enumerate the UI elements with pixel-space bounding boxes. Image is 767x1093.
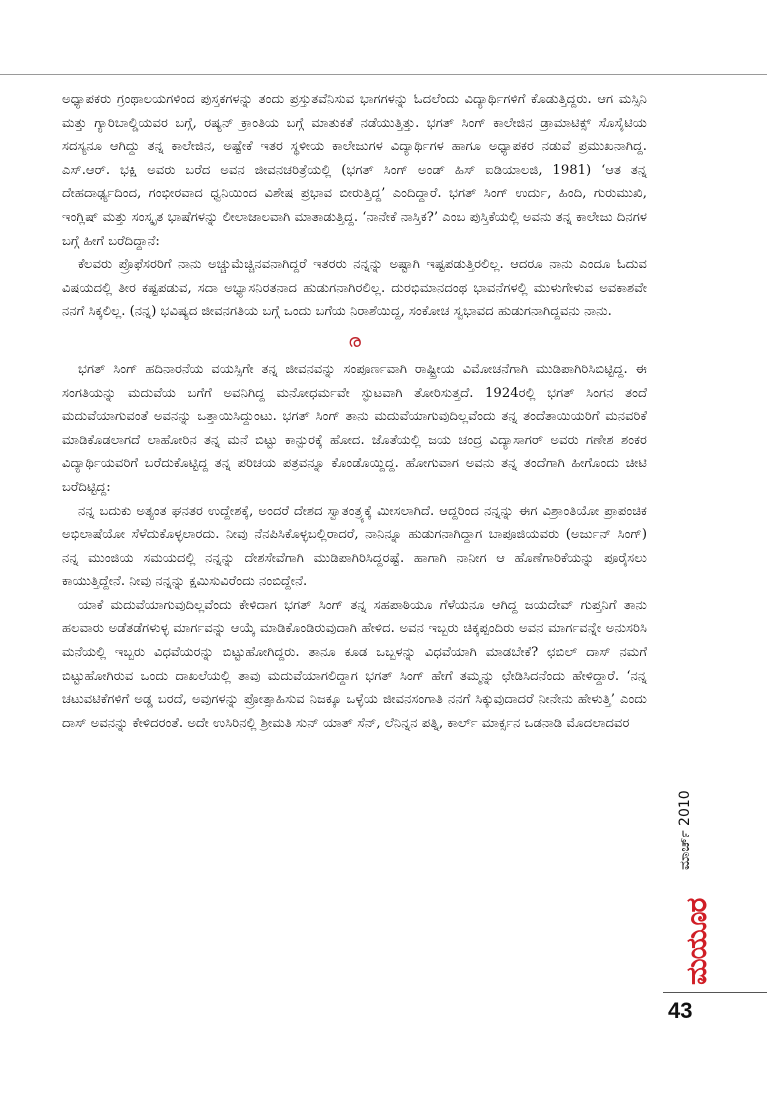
sidebar-masthead (662, 760, 722, 990)
paragraph-2-quote: ಕೆಲವರು ಪ್ರೊಫೆಸರರಿಗೆ ನಾನು ಅಚ್ಚುಮೆಚ್ಚಿನವನಾಗಿದ್ದರೆ ಇತರರು ನನ್ನನ್ನು ಅಷ್ಟಾಗಿ ಇಷ್ಟಪಡುತ್ತಿರಲಿಲ್ಲ. ಆದರೂ ನಾನು ಎಂದೂ ಓದುವ ವಿಷಯದಲ್ಲಿ ತೀರ ಕಷ್ಟಪಡುವ, ಸದಾ ಅಭ್ಯಾಸನಿರತನಾದ ಹುಡುಗನಾಗಿರಲಿಲ್ಲ. ದುರಭಿಮಾನದಂಥ ಭಾವನೆಗಳಲ್ಲಿ ಮುಳುಗೇಳುವ ಅವಕಾಶವೇ ನನಗೆ ಸಿಕ್ಕಲಿಲ್ಲ. (ನನ್ನ) ಭವಿಷ್ಯದ ಜೀವನಗತಿಯ ಬಗ್ಗೆ ಒಂದು ಬಗೆಯ ನಿರಾಶೆಯಿದ್ದ, ಸಂಕೋಚ ಸ್ವಭಾವದ ಹುಡುಗನಾಗಿದ್ದವನು ನಾನು. (62, 257, 647, 320)
footer-rule (663, 992, 767, 993)
paragraph-3: ಭಗತ್ ಸಿಂಗ್ ಹದಿನಾರನೆಯ ವಯಸ್ಸಿಗೇ ತನ್ನ ಜೀವನವನ್ನು ಸಂಪೂರ್ಣವಾಗಿ ರಾಷ್ಟ್ರೀಯ ವಿಮೋಚನೆಗಾಗಿ ಮುಡಿಪಾಗಿರಿಸಿಬಿಟ್ಟಿದ್ದ. ಈ ಸಂಗತಿಯನ್ನು ಮದುವೆಯ ಬಗೆಗೆ ಅವನಿಗಿದ್ದ ಮನೋಧರ್ಮವೇ ಸ್ಫುಟವಾಗಿ ತೋರಿಸುತ್ತದೆ. 1924ರಲ್ಲಿ ಭಗತ್ ಸಿಂಗನ ತಂದೆ ಮದುವೆಯಾಗುವಂತೆ ಅವನನ್ನು ಒತ್ತಾಯಿಸಿದ್ದುಂಟು. ಭಗತ್ ಸಿಂಗ್ ತಾನು ಮದುವೆಯಾಗುವುದಿಲ್ಲವೆಂದು ತನ್ನ ತಂದೆತಾಯಿಯರಿಗೆ ಮನವರಿಕೆ ಮಾಡಿಕೊಡಲಾಗದೆ ಲಾಹೋರಿನ ತನ್ನ ಮನೆ ಬಿಟ್ಟು ಕಾನ್ಪುರಕ್ಕೆ ಹೋದ. ಜೊತೆಯಲ್ಲಿ ಜಯ ಚಂದ್ರ ವಿದ್ಯಾಸಾಗರ್ ಅವರು ಗಣೇಶ ಶಂಕರ ವಿದ್ಯಾರ್ಥಿಯವರಿಗೆ ಬರೆದುಕೊಟ್ಟಿದ್ದ ತನ್ನ ಪರಿಚಯ ಪತ್ರವನ್ನೂ ಕೊಂಡೊಯ್ದಿದ್ದ. ಹೋಗುವಾಗ ಅವನು ತನ್ನ ತಂದೆಗಾಗಿ ಹೀಗೊಂದು ಚೀಟಿ ಬರೆದಿಟ್ಟಿದ್ದ: (62, 361, 647, 495)
section-ornament: ര (348, 330, 361, 352)
magazine-logo: ಮಯೂರ (680, 898, 713, 985)
paragraph-4-letter: ನನ್ನ ಬದುಕು ಅತ್ಯಂತ ಘನತರ ಉದ್ದೇಶಕ್ಕೆ, ಅಂದರೆ ದೇಶದ ಸ್ವಾತಂತ್ರ್ಯಕ್ಕೆ ಮೀಸಲಾಗಿದೆ. ಆದ್ದರಿಂದ ನನ್ನನ್ನು ಈಗ ವಿಶ್ರಾಂತಿಯೋ ಪ್ರಾಪಂಚಿಕ ಅಭಿಲಾಷೆಯೋ ಸೆಳೆದುಕೊಳ್ಳಲಾರದು. ನೀವು ನೆನಪಿಸಿಕೊಳ್ಳಬಲ್ಲಿರಾದರೆ, ನಾನಿನ್ನೂ ಹುಡುಗನಾಗಿದ್ದಾಗ ಬಾಪೂಜಿಯವರು (ಅರ್ಜುನ್ ಸಿಂಗ್) ನನ್ನ ಮುಂಜಿಯ ಸಮಯದಲ್ಲಿ ನನ್ನನ್ನು ದೇಶಸೇವೆಗಾಗಿ ಮುಡಿಪಾಗಿರಿಸಿದ್ದರಷ್ಟೆ. ಹಾಗಾಗಿ ನಾನೀಗ ಆ ಹೊಣೆಗಾರಿಕೆಯನ್ನು ಪೂರೈಸಲು ಕಾಯುತ್ತಿದ್ದೇನೆ. ನೀವು ನನ್ನನ್ನು ಕ್ಷಮಿಸುವಿರೆಂದು ನಂಬಿದ್ದೇನೆ. (62, 503, 647, 590)
paragraph-1: ಅಧ್ಯಾಪಕರು ಗ್ರಂಥಾಲಯಗಳಿಂದ ಪುಸ್ತಕಗಳನ್ನು ತಂದು ಪ್ರಸ್ತುತವೆನಿಸುವ ಭಾಗಗಳನ್ನು ಓದಲೆಂದು ವಿದ್ಯಾರ್ಥಿಗಳಿಗೆ ಕೊಡುತ್ತಿದ್ದರು. ಆಗ ಮಸ್ಸಿನಿ ಮತ್ತು ಗ್ಯಾರಿಬಾಲ್ಡಿಯವರ ಬಗ್ಗೆ, ರಷ್ಯನ್ ಕ್ರಾಂತಿಯ ಬಗ್ಗೆ ಮಾತುಕತೆ ನಡೆಯುತ್ತಿತ್ತು. ಭಗತ್ ಸಿಂಗ್ ಕಾಲೇಜಿನ ಡ್ರಾಮಾಟಿಕ್ಸ್ ಸೊಸೈಟಿಯ ಸದಸ್ಯನೂ ಆಗಿದ್ದು ತನ್ನ ಕಾಲೇಜಿನ, ಅಷ್ಟೇಕೆ ಇತರ ಸ್ಥಳೀಯ ಕಾಲೇಜುಗಳ ವಿದ್ಯಾರ್ಥಿಗಳ ಹಾಗೂ ಅಧ್ಯಾಪಕರ ನಡುವೆ ಪ್ರಮುಖನಾಗಿದ್ದ. ಎಸ್.ಆರ್. ಭಕ್ಷಿ ಅವರು ಬರೆದ ಅವನ ಜೀವನಚರಿತ್ರೆಯಲ್ಲಿ (ಭಗತ್ ಸಿಂಗ್ ಅಂಡ್ ಹಿಸ್ ಐಡಿಯಾಲಜಿ, 1981) ‘ಆತ ತನ್ನ ದೇಹದಾರ್ಢ್ಯದಿಂದ, ಗಂಭೀರವಾದ ಧ್ವನಿಯಿಂದ ವಿಶೇಷ ಪ್ರಭಾವ ಬೀರುತ್ತಿದ್ದ’ ಎಂದಿದ್ದಾರೆ. ಭಗತ್ ಸಿಂಗ್ ಉರ್ದು, ಹಿಂದಿ, ಗುರುಮುಖಿ, ಇಂಗ್ಲಿಷ್ ಮತ್ತು ಸಂಸ್ಕೃತ ಭಾಷೆಗಳನ್ನು ಲೀಲಾಜಾಲವಾಗಿ ಮಾತಾಡುತ್ತಿದ್ದ. ‘ನಾನೇಕೆ ನಾಸ್ತಿಕ?’ ಎಂಬ ಪುಸ್ತಿಕೆಯಲ್ಲಿ ಅವನು ತನ್ನ ಕಾಲೇಜು ದಿನಗಳ ಬಗ್ಗೆ ಹೀಗೆ ಬರೆದಿದ್ದಾನೆ: (62, 92, 647, 249)
article-body (62, 88, 647, 735)
header-rule (0, 74, 767, 75)
paragraph-5: ಯಾಕೆ ಮದುವೆಯಾಗುವುದಿಲ್ಲವೆಂದು ಕೇಳಿದಾಗ ಭಗತ್ ಸಿಂಗ್ ತನ್ನ ಸಹಪಾಠಿಯೂ ಗೆಳೆಯನೂ ಆಗಿದ್ದ ಜಯದೇವ್ ಗುಪ್ತನಿಗೆ ತಾನು ಹಲವಾರು ಅಡೆತಡೆಗಳುಳ್ಳ ಮಾರ್ಗವನ್ನು ಆಯ್ಕೆ ಮಾಡಿಕೊಂಡಿರುವುದಾಗಿ ಹೇಳಿದ. ಅವನ ಇಬ್ಬರು ಚಿಕ್ಕಪ್ಪಂದಿರು ಅವನ ಮಾರ್ಗವನ್ನೇ ಅನುಸರಿಸಿ ಮನೆಯಲ್ಲಿ ಇಬ್ಬರು ವಿಧವೆಯರನ್ನು ಬಿಟ್ಟುಹೋಗಿದ್ದರು. ತಾನೂ ಕೂಡ ಒಬ್ಬಳನ್ನು ವಿಧವೆಯಾಗಿ ಮಾಡಬೇಕೆ? ಛಬಿಲ್ ದಾಸ್ ನಮಗೆ ಬಿಟ್ಟುಹೋಗಿರುವ ಒಂದು ದಾಖಲೆಯಲ್ಲಿ ತಾವು ಮದುವೆಯಾಗಲಿದ್ದಾಗ ಭಗತ್ ಸಿಂಗ್ ಹೇಗೆ ತಮ್ಮನ್ನು ಛೇಡಿಸಿದನೆಂದು ಹೇಳಿದ್ದಾರೆ. ‘ನನ್ನ ಚಟುವಟಿಕೆಗಳಿಗೆ ಅಡ್ಡ ಬರದೆ, ಅವುಗಳನ್ನು ಪ್ರೋತ್ಸಾಹಿಸುವ ನಿಜಕ್ಕೂ ಒಳ್ಳೆಯ ಜೀವನಸಂಗಾತಿ ನನಗೆ ಸಿಕ್ಕುವುದಾದರೆ ನೀನೇನು ಹೇಳುತ್ತಿ’ ಎಂದು ದಾಸ್ ಅವನನ್ನು ಕೇಳಿದರಂತೆ. ಅದೇ ಉಸಿರಿನಲ್ಲಿ ಶ್ರೀಮತಿ ಸುನ್ ಯಾತ್ ಸೆನ್, ಲೆನಿನ್ನನ ಪತ್ನಿ, ಕಾರ್ಲ್ ಮಾರ್ಕ್ಸನ ಒಡನಾಡಿ ಮೊದಲಾದವರ (62, 597, 647, 731)
issue-date: ಮಾರ್ಚ್ 2010 (677, 790, 693, 870)
page-number: 43 (668, 998, 693, 1023)
